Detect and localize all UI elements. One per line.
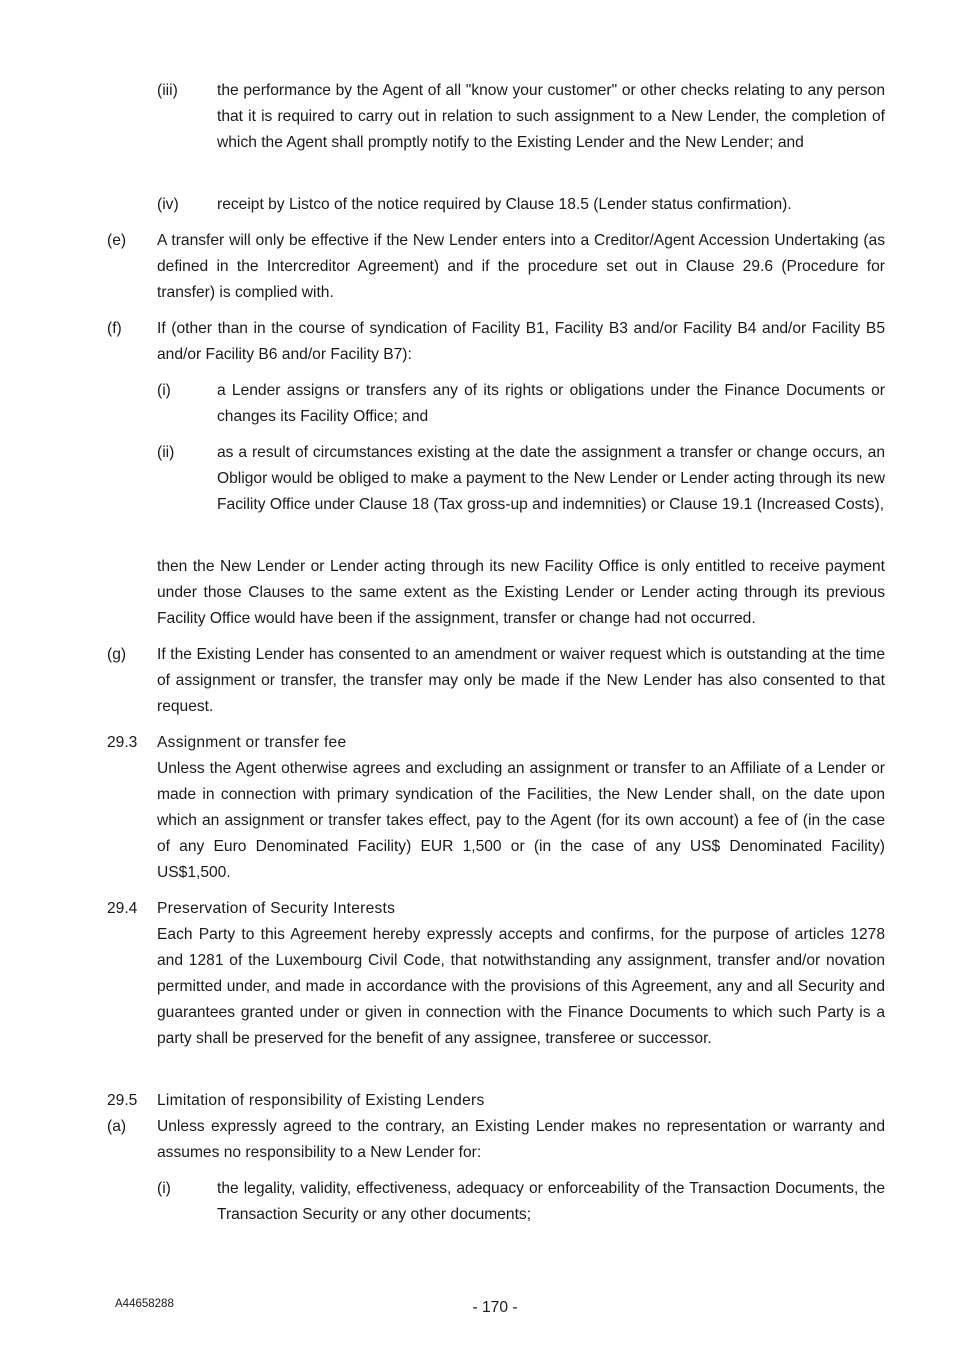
item-label-iii: (iii)	[157, 82, 178, 99]
clause-heading-29-3: Assignment or transfer fee	[157, 734, 347, 751]
clause-text-29-4: Each Party to this Agreement hereby expressly accepts and confirms, for the purpose of articles 1278 and 1281 of the Luxembourg Civil Code, that notwithstanding any assignment, transfer and/or novation permitted under, and made in accordance with the provisions of this Agreement, any and all Security and guarantees granted under or given in connection with the Finance Documents to which such Party is a party shall be preserved for the benefit of any assignee, transferee or successor.	[157, 926, 885, 1047]
item-label-e: (e)	[107, 232, 127, 249]
footer-document-id: A44658288	[115, 1298, 174, 1310]
item-text-f: If (other than in the course of syndication of Facility B1, Facility B3 and/or Facility B4 and/or Facility B5 and/or Facility B6 and/or Facility B7):	[157, 320, 885, 363]
item-label-f-i: (i)	[157, 382, 171, 399]
item-text-g: If the Existing Lender has consented to an amendment or waiver request which is outstanding at the time of assignment or transfer, the transfer may only be made if the New Lender has also consented to that request.	[157, 646, 885, 715]
clause-number-29-5: 29.5	[107, 1092, 138, 1109]
clause-heading-29-5: Limitation of responsibility of Existing Lenders	[157, 1092, 485, 1109]
item-text-29-5-a-i: the legality, validity, effectiveness, adequacy or enforceability of the Transaction Documents, the Transaction Security or any other documents;	[217, 1180, 885, 1223]
item-text-f-i: a Lender assigns or transfers any of its rights or obligations under the Finance Documents or changes its Facility Office; and	[217, 382, 885, 425]
item-text-iv: receipt by Listco of the notice required by Clause 18.5 (Lender status confirmation).	[217, 196, 792, 213]
clause-text-29-3: Unless the Agent otherwise agrees and excluding an assignment or transfer to an Affiliate of a Lender or made in connection with primary syndication of the Facilities, the New Lender shall, on the date upon which an assignment or transfer takes effect, pay to the Agent (for its own account) a fee of (in the case of any Euro Denominated Facility) EUR 1,500 or (in the case of any US$ Denominated Facility) US$1,500.	[157, 760, 885, 881]
clause-number-29-4: 29.4	[107, 900, 138, 917]
item-label-29-5-a-i: (i)	[157, 1180, 171, 1197]
footer-page-number: - 170 -	[472, 1299, 518, 1316]
item-text-29-5-a: Unless expressly agreed to the contrary, an Existing Lender makes no representation or warranty and assumes no responsibility to a New Lender for:	[157, 1118, 885, 1161]
item-label-f: (f)	[107, 320, 122, 337]
clause-number-29-3: 29.3	[107, 734, 138, 751]
item-label-f-ii: (ii)	[157, 444, 175, 461]
item-label-29-5-a: (a)	[107, 1118, 127, 1135]
item-text-e: A transfer will only be effective if the New Lender enters into a Creditor/Agent Accession Undertaking (as defined in the Intercreditor Agreement) and if the procedure set out in Clause 29.6 (Procedure for transfer) is complied with.	[157, 232, 885, 301]
clause-heading-29-4: Preservation of Security Interests	[157, 900, 396, 917]
item-text-f-ii: as a result of circumstances existing at the date the assignment a transfer or change occurs, an Obligor would be obliged to make a payment to the New Lender or Lender acting through its new Facility Office under Clause 18 (Tax gross-up and indemnities) or Clause 19.1 (Increased Costs),	[217, 444, 885, 513]
item-label-g: (g)	[107, 646, 127, 663]
item-text-iii: the performance by the Agent of all "know your customer" or other checks relating to any person that it is required to carry out in relation to such assignment to a New Lender, the completion of which the Agent shall promptly notify to the Existing Lender and the New Lender; and	[217, 82, 885, 151]
item-text-f-then: then the New Lender or Lender acting through its new Facility Office is only entitled to receive payment under those Clauses to the same extent as the Existing Lender or Lender acting through its previous Facility Office would have been if the assignment, transfer or change had not occurred.	[157, 558, 885, 627]
item-label-iv: (iv)	[157, 196, 179, 213]
